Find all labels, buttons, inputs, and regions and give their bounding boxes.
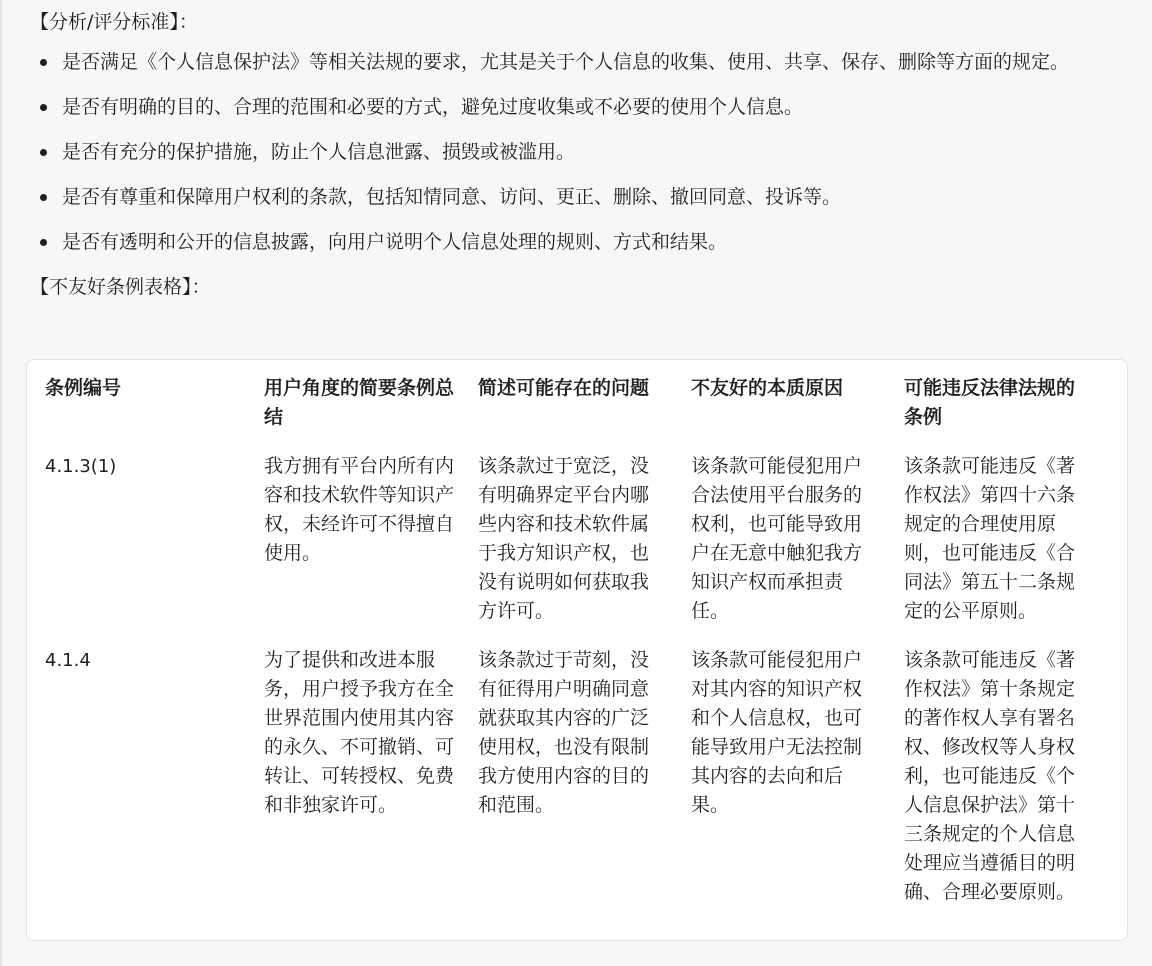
table-row	[33, 640, 1105, 921]
criteria-item	[30, 228, 1130, 257]
analysis-heading: 【分析/评分标准】：	[30, 11, 198, 33]
criteria-item	[30, 93, 1130, 122]
column-header: 条例编号	[45, 377, 122, 399]
table-row	[33, 446, 1105, 640]
bullet-icon	[40, 149, 47, 156]
column-header: 简述可能存在的问题	[478, 377, 650, 399]
bullet-icon	[40, 104, 47, 111]
left-divider	[0, 0, 2, 966]
column-header: 不友好的本质原因	[691, 377, 844, 399]
table-cell: 我方拥有平台内所有内容和技术软件等知识产权，未经许可不得擅自使用。	[264, 455, 455, 564]
bullet-icon	[40, 194, 47, 201]
table-header-row	[33, 368, 1105, 446]
criteria-text: 是否有透明和公开的信息披露，向用户说明个人信息处理的规则、方式和结果。	[62, 231, 728, 253]
table-cell: 4.1.3(1)	[45, 456, 117, 477]
table-cell: 该条款可能侵犯用户对其内容的知识产权和个人信息权，也可能导致用户无法控制其内容的去向和后果。	[691, 649, 863, 816]
table-cell: 该条款过于苛刻，没有征得用户明确同意就获取其内容的广泛使用权，也没有限制我方使用内容的目的和范围。	[478, 649, 650, 816]
table-cell: 该条款可能侵犯用户合法使用平台服务的权利，也可能导致用户在无意中触犯我方知识产权而承担责任。	[691, 455, 863, 622]
criteria-item	[30, 138, 1130, 167]
table-cell: 该条款可能违反《著作权法》第四十六条规定的合理使用原则，也可能违反《合同法》第五十二条规定的公平原则。	[904, 455, 1076, 622]
table-cell: 4.1.4	[45, 650, 91, 671]
column-header: 可能违反法律法规的条例	[904, 377, 1076, 428]
criteria-text: 是否有充分的保护措施，防止个人信息泄露、损毁或被滥用。	[62, 141, 576, 163]
criteria-text: 是否有明确的目的、合理的范围和必要的方式，避免过度收集或不必要的使用个人信息。	[62, 96, 804, 118]
criteria-item	[30, 48, 1130, 77]
table-heading: 【不友好条例表格】：	[30, 276, 211, 298]
criteria-list	[30, 48, 1130, 257]
criteria-text: 是否有尊重和保障用户权利的条款，包括知情同意、访问、更正、删除、撤回同意、投诉等。	[62, 186, 842, 208]
bullet-icon	[40, 239, 47, 246]
column-header: 用户角度的简要条例总结	[264, 377, 455, 428]
message-content	[30, 8, 1130, 301]
table-cell: 为了提供和改进本服务，用户授予我方在全世界范围内使用其内容的永久、不可撤销、可转让、可转授权、免费和非独家许可。	[264, 649, 455, 816]
clause-table	[33, 368, 1105, 921]
table-cell: 该条款可能违反《著作权法》第十条规定的著作权人享有署名权、修改权等人身权利，也可能违反《个人信息保护法》第十三条规定的个人信息处理应当遵循目的明确、合理必要原则。	[904, 649, 1076, 903]
clause-table-card	[26, 359, 1128, 941]
criteria-item	[30, 183, 1130, 212]
criteria-text: 是否满足《个人信息保护法》等相关法规的要求，尤其是关于个人信息的收集、使用、共享、保存、删除等方面的规定。	[62, 51, 1070, 73]
bullet-icon	[40, 59, 47, 66]
table-cell: 该条款过于宽泛，没有明确界定平台内哪些内容和技术软件属于我方知识产权，也没有说明如何获取我方许可。	[478, 455, 650, 622]
